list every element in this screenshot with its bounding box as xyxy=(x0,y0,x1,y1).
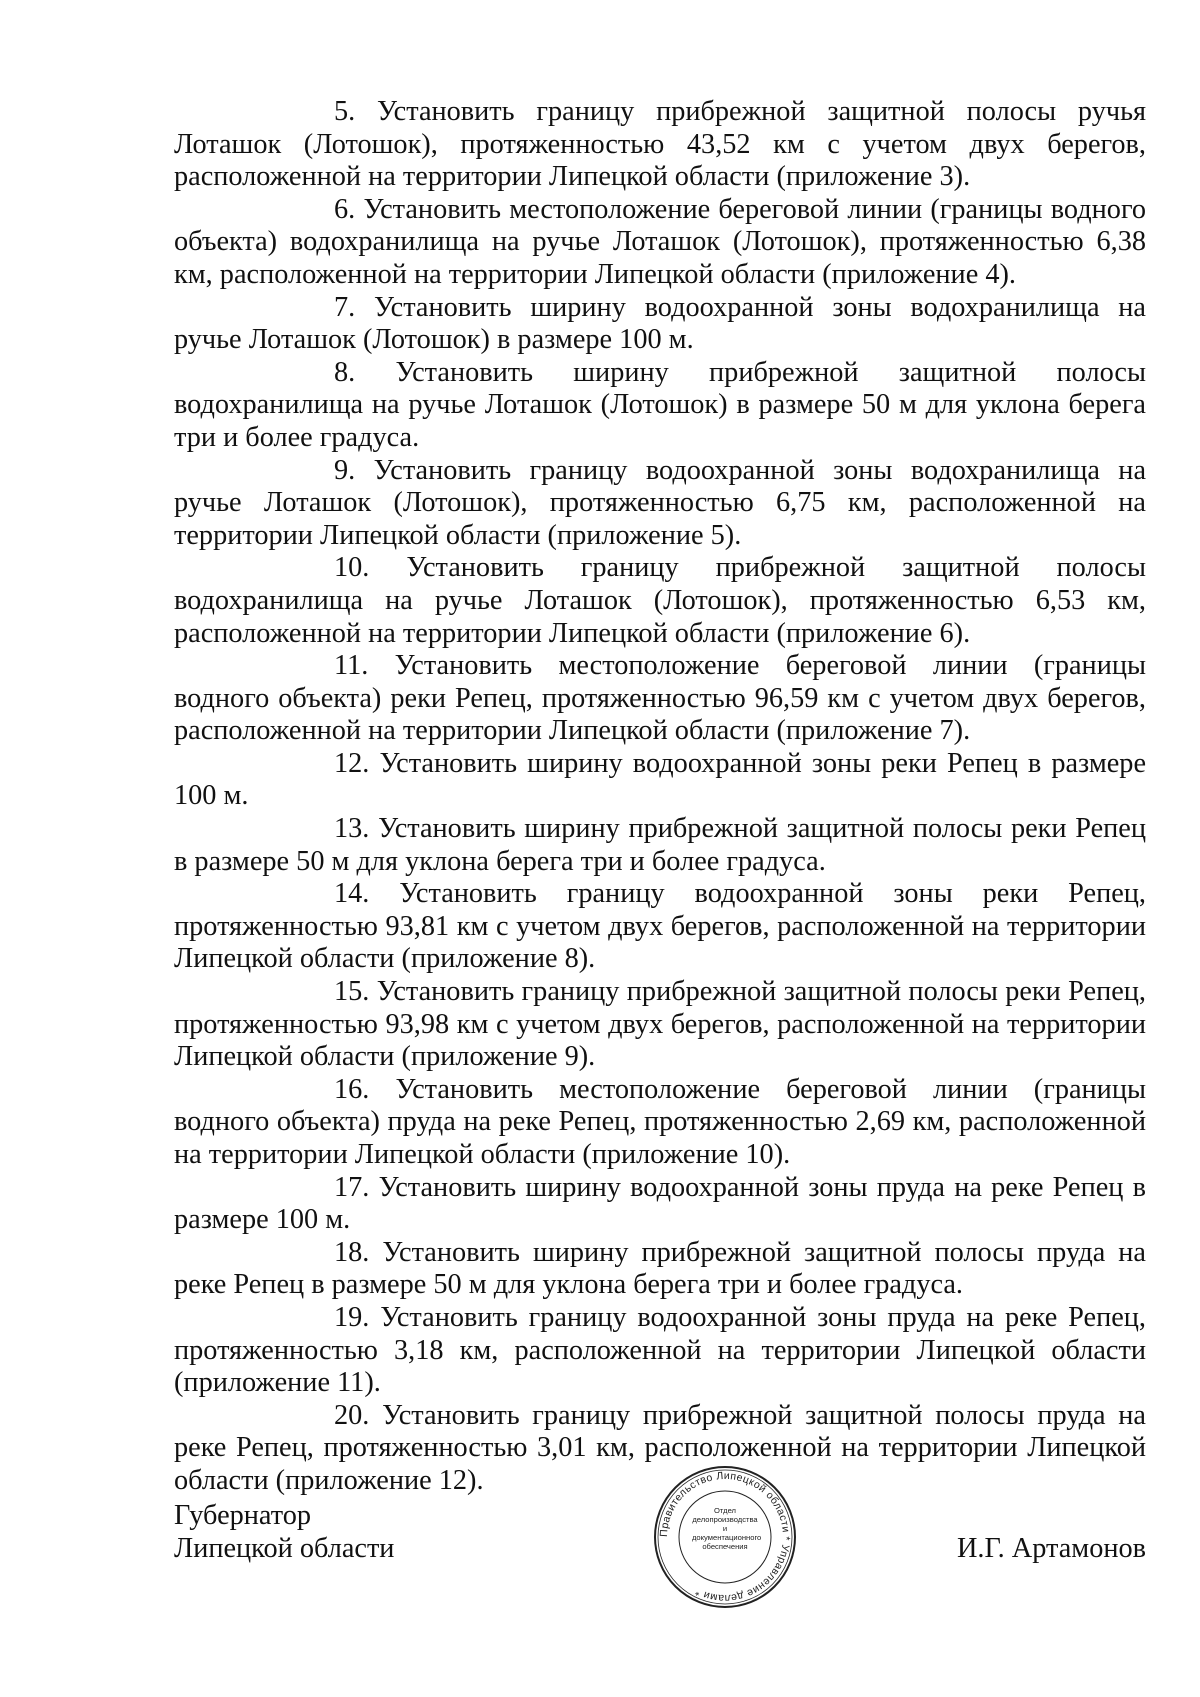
signatory-title-line2: Липецкой области xyxy=(174,1532,395,1564)
stamp-ring-text: Правительство Липецкой области * Управление делами * xyxy=(657,1469,793,1605)
paragraph-9 xyxy=(174,455,1146,553)
paragraph-text: Установить границу прибрежной защитной полосы реки Репец, протяженностью 93,98 км с учетом двух берегов, расположенной на территории Липецкой области (приложение 9). xyxy=(174,976,1146,1073)
paragraph-16 xyxy=(174,1074,1146,1172)
paragraph-number: 6. xyxy=(334,193,356,225)
paragraph-text: Установить ширину прибрежной защитной полосы пруда на реке Репец в размере 50 м для уклона берега три и более градуса. xyxy=(174,1236,1146,1301)
paragraph-19 xyxy=(174,1302,1146,1400)
paragraph-text: Установить границу водоохранной зоны пруда на реке Репец, протяженностью 3,18 км, расположенной на территории Липецкой области (приложение 11). xyxy=(174,1301,1146,1399)
paragraph-text: Установить ширину прибрежной защитной полосы водохранилища на ручье Лоташок (Лотошок) в размере 50 м для уклона берега три и более градуса. xyxy=(174,356,1146,453)
paragraph-12 xyxy=(174,748,1146,813)
paragraph-text: Установить ширину прибрежной защитной полосы реки Репец в размере 50 м для уклона берега три и более градуса. xyxy=(174,813,1147,877)
stamp-center-line1: Отдел xyxy=(714,1506,736,1515)
paragraph-5 xyxy=(174,96,1146,194)
document-body xyxy=(174,96,1146,1498)
paragraph-6 xyxy=(174,194,1146,292)
paragraph-number: 14. xyxy=(334,878,370,910)
stamp-center-line4: обеспечения xyxy=(702,1542,748,1551)
paragraph-13 xyxy=(174,813,1146,878)
stamp-center-text xyxy=(692,1506,762,1551)
paragraph-number: 8. xyxy=(334,356,356,388)
paragraph-text: Установить границу прибрежной защитной полосы водохранилища на ручье Лоташок (Лотошок), протяженностью 6,53 км, расположенной на территории Липецкой области (приложение 6). xyxy=(174,552,1146,649)
paragraph-15 xyxy=(174,976,1146,1074)
paragraph-number: 15. xyxy=(334,976,370,1008)
stamp-center-line2: делопроизводства и xyxy=(692,1515,758,1533)
signatory-name: И.Г. Артамонов xyxy=(956,1533,1146,1564)
paragraph-number: 11. xyxy=(334,650,369,682)
paragraph-number: 19. xyxy=(334,1301,370,1333)
paragraph-number: 5. xyxy=(334,96,356,127)
paragraph-8 xyxy=(174,357,1146,455)
paragraph-text: Установить местоположение береговой линии (границы водного объекта) пруда на реке Репец, протяженностью 2,69 км, расположенной на территории Липецкой области (приложение 10). xyxy=(174,1073,1146,1170)
paragraph-text: Установить границу водоохранной зоны реки Репец, протяженностью 93,81 км с учетом двух берегов, расположенной на территории Липецкой области (приложение 8). xyxy=(174,878,1146,975)
paragraph-text: Установить ширину водоохранной зоны водохранилища на ручье Лоташок (Лотошок) в размере 100 м. xyxy=(174,291,1146,356)
paragraph-text: Установить границу прибрежной защитной полосы пруда на реке Репец, протяженностью 3,01 км, расположенной на территории Липецкой области (приложение 12). xyxy=(174,1399,1146,1496)
paragraph-number: 10. xyxy=(334,552,370,584)
paragraph-text: Установить ширину водоохранной зоны реки Репец в размере 100 м. xyxy=(174,747,1146,812)
paragraph-number: 16. xyxy=(334,1073,370,1105)
signatory-title xyxy=(174,1500,394,1565)
stamp-center-line3: документационного xyxy=(692,1533,762,1542)
paragraph-number: 7. xyxy=(334,291,356,323)
official-stamp xyxy=(650,1462,800,1612)
paragraph-text: Установить границу прибрежной защитной полосы ручья Лоташок (Лотошок), протяженностью 43,52 км с учетом двух берегов, расположенной на территории Липецкой области (приложение 3). xyxy=(174,96,1146,193)
paragraph-number: 18. xyxy=(334,1236,370,1268)
paragraph-17 xyxy=(174,1172,1146,1237)
paragraph-number: 17. xyxy=(334,1171,370,1203)
paragraph-text: Установить ширину водоохранной зоны пруда на реке Репец в размере 100 м. xyxy=(174,1171,1146,1236)
paragraph-text: Установить границу водоохранной зоны водохранилища на ручье Лоташок (Лотошок), протяженностью 6,75 км, расположенной на территории Липецкой области (приложение 5). xyxy=(174,454,1146,551)
paragraph-14 xyxy=(174,878,1146,976)
paragraph-18 xyxy=(174,1237,1146,1302)
signatory-title-line1: Губернатор xyxy=(174,1500,312,1531)
paragraph-number: 13. xyxy=(334,813,370,845)
paragraph-number: 9. xyxy=(334,454,356,486)
paragraph-text: Установить местоположение береговой линии (границы водного объекта) водохранилища на ручье Лоташок (Лотошок), протяженностью 6,38 км, расположенной на территории Липецкой области (приложение 4). xyxy=(174,193,1146,290)
paragraph-11 xyxy=(174,650,1146,748)
paragraph-number: 12. xyxy=(334,747,370,779)
paragraph-text: Установить местоположение береговой линии (границы водного объекта) реки Репец, протяженностью 96,59 км с учетом двух берегов, расположенной на территории Липецкой области (приложение 7). xyxy=(174,650,1146,747)
paragraph-number: 20. xyxy=(334,1399,370,1431)
paragraph-10 xyxy=(174,552,1146,650)
paragraph-7 xyxy=(174,292,1146,357)
